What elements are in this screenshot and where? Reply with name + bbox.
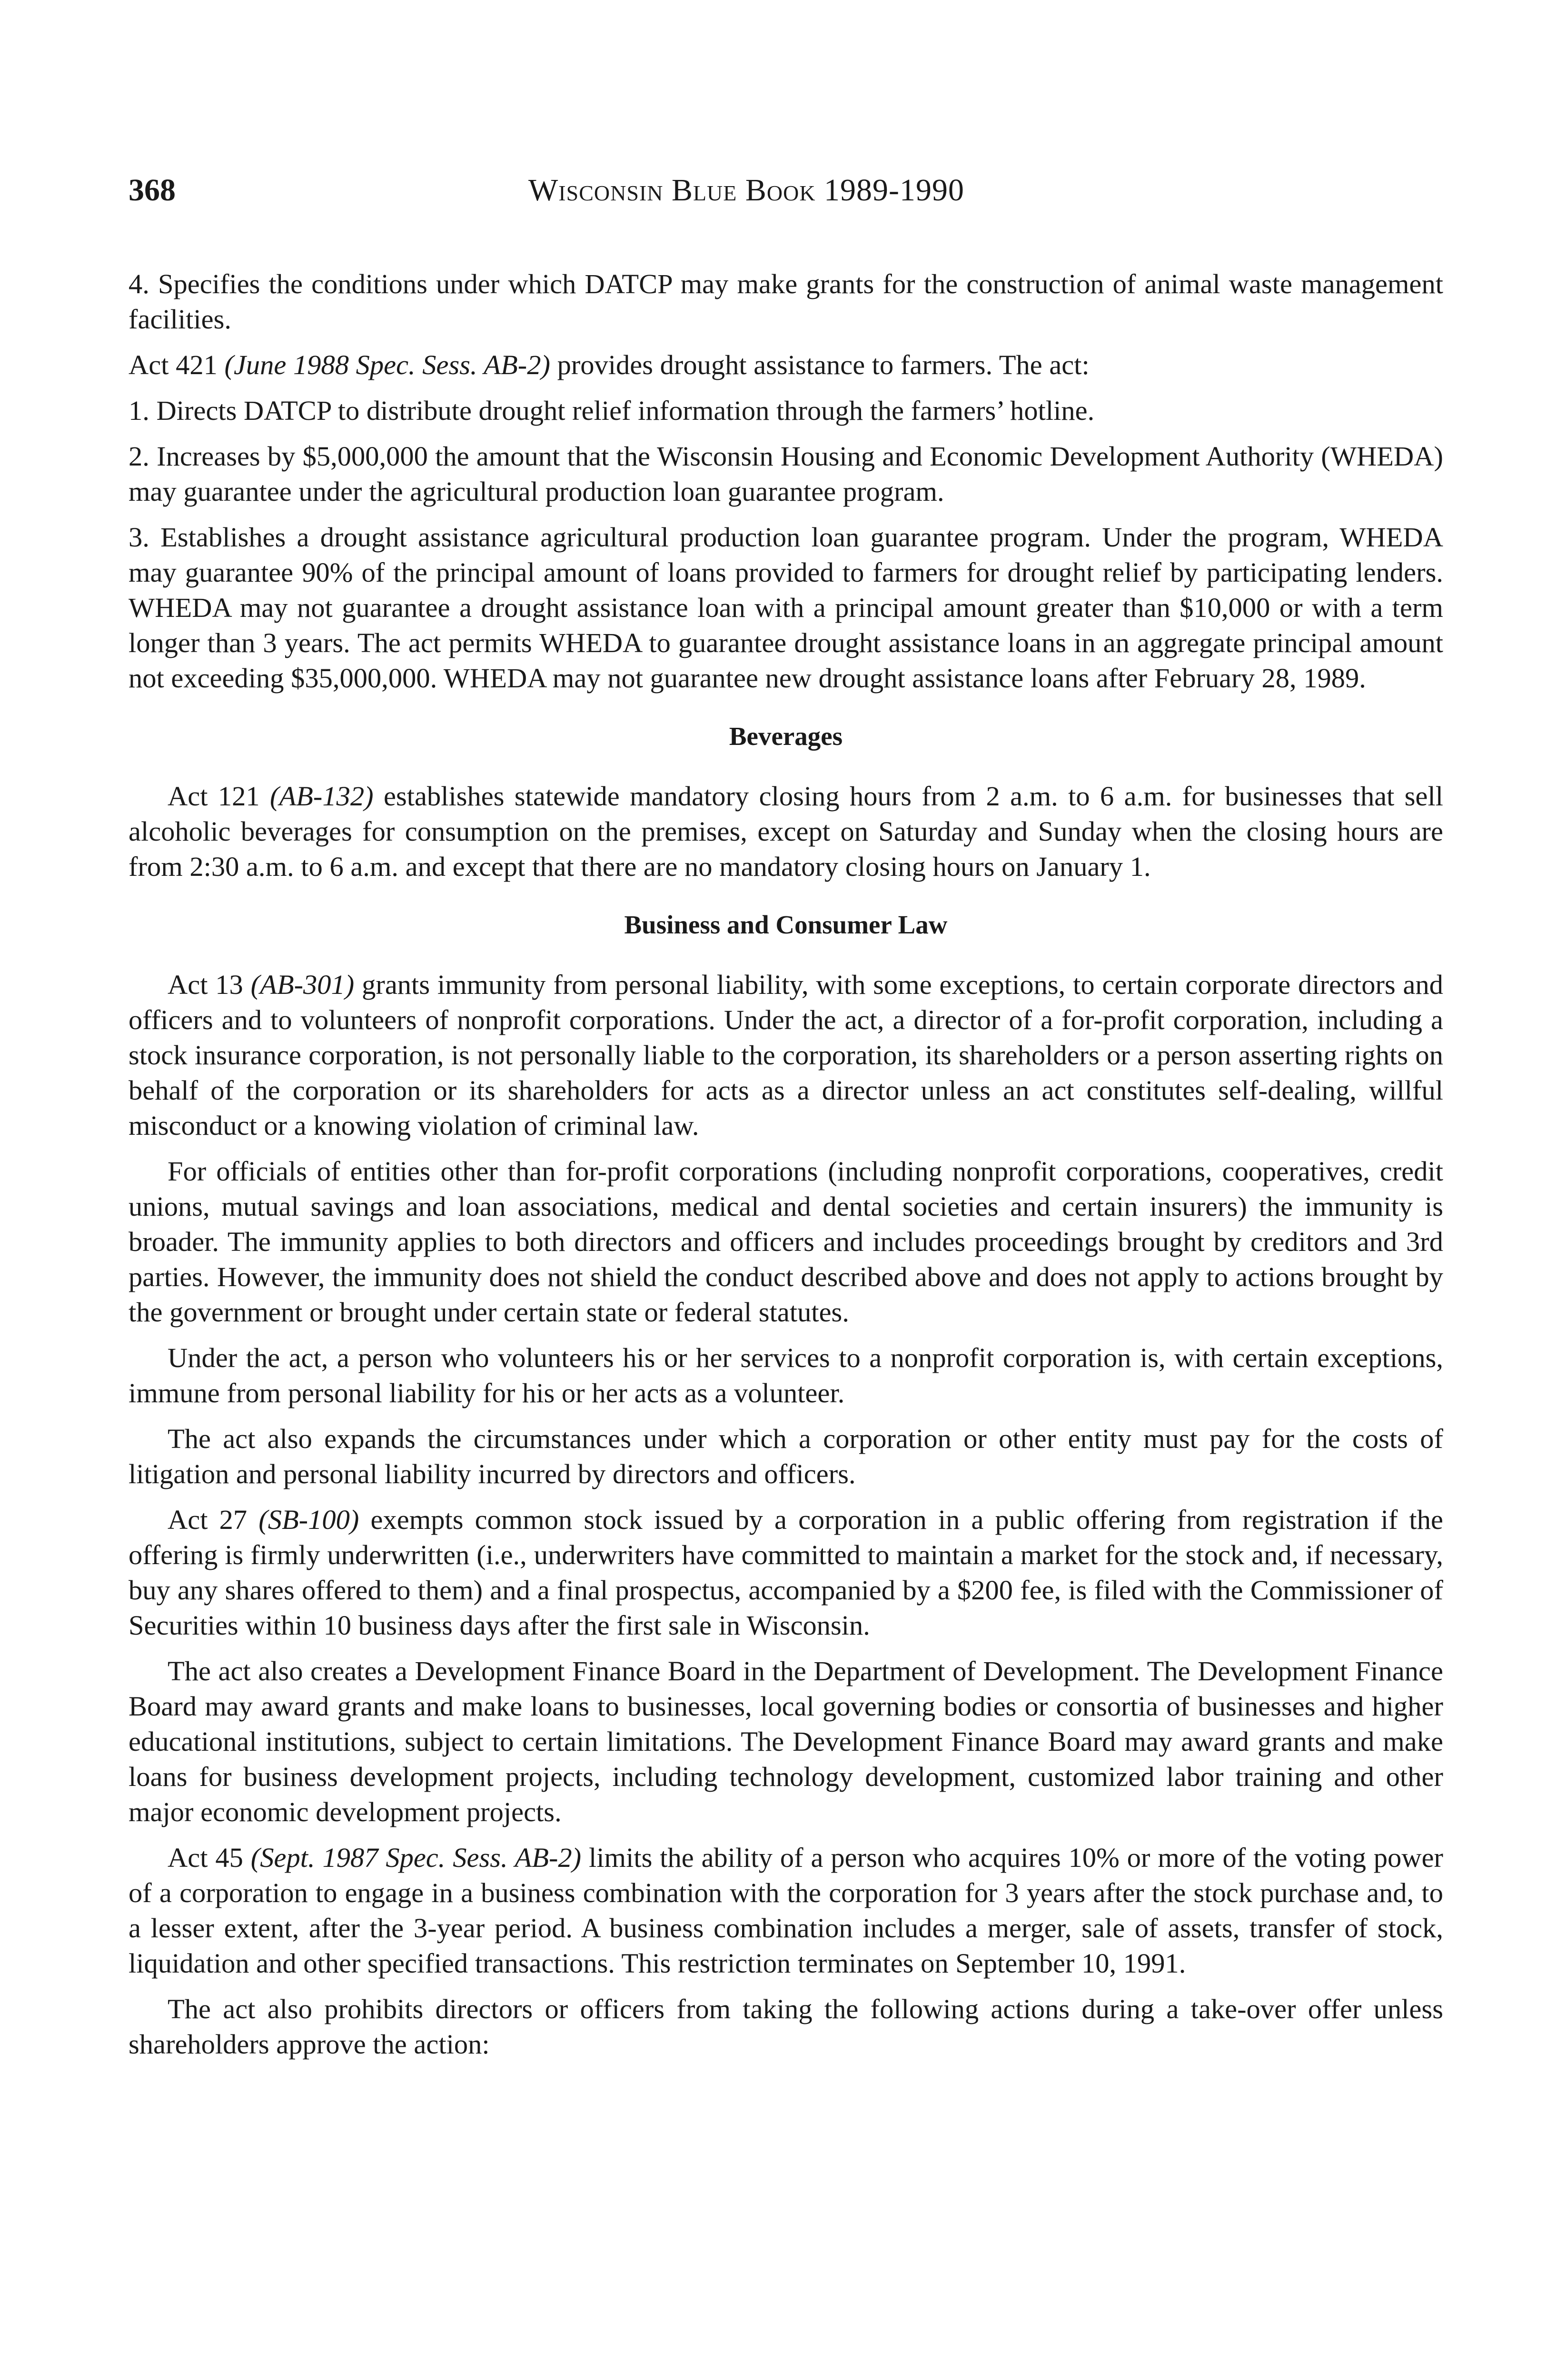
list-item: 2. Increases by $5,000,000 the amount that the Wisconsin Housing and Economic Development Authority (WHEDA) may guarantee under the agricultural production loan guarantee program. — [129, 441, 1443, 507]
bill-citation: (June 1988 Spec. Sess. AB-2) — [224, 349, 550, 380]
list-item: 4. Specifies the conditions under which DATCP may make grants for the construction of animal waste management facilities. — [129, 268, 1443, 335]
running-title: Wisconsin Blue Book 1989-1990 — [528, 173, 965, 208]
bill-citation: (SB-100) — [258, 1504, 359, 1535]
bill-citation: (AB-132) — [269, 781, 374, 812]
paragraph: Under the act, a person who volunteers his or her services to a nonprofit corporation is, with certain exceptions, immune from personal liability for his or her acts as a volunteer. — [129, 1342, 1443, 1408]
bill-citation: (Sept. 1987 Spec. Sess. AB-2) — [250, 1842, 582, 1873]
paragraph-text: exempts common stock issued by a corporation in a public offering from registration if the offering is firmly underwritten (i.e., underwriters have committed to maintain a market for the stock and, if necessary, buy any shares offered to them) and a final prospectus, accompanied by a $200 fee, is filed with the Commissioner of Securities within 10 business days after the first sale in Wisconsin. — [129, 1504, 1444, 1641]
act-paragraph — [129, 967, 1443, 1143]
page-number: 368 — [129, 173, 176, 208]
act-number: Act 13 — [168, 969, 243, 1000]
act-number: Act 421 — [129, 349, 218, 380]
bill-citation: (AB-301) — [250, 969, 355, 1000]
page-body — [129, 267, 1443, 2073]
list-item: 1. Directs DATCP to distribute drought relief information through the farmers’ hotline. — [129, 395, 1095, 426]
act-paragraph — [129, 1840, 1443, 1981]
paragraph-text: establishes statewide mandatory closing hours from 2 a.m. to 6 a.m. for businesses that sell alcoholic beverages for consumption on the premises, except on Saturday and Sunday when the closing hours are from 2:30 a.m. to 6 a.m. and except that there are no mandatory closing hours on January 1. — [129, 781, 1444, 882]
act-number: Act 121 — [168, 781, 260, 812]
act-paragraph — [129, 347, 1443, 383]
paragraph: The act also creates a Development Finance Board in the Department of Development. The Development Finance Board may award grants and make loans to businesses, local governing bodies or consortia of businesses and higher educational institutions, subject to certain limitations. The Development Finance Board may award grants and make loans for business development projects, including technology development, customized labor training and other major economic development projects. — [129, 1656, 1443, 1827]
act-paragraph — [129, 779, 1443, 884]
paragraph: The act also prohibits directors or officers from taking the following actions during a take-over offer unless shareholders approve the action: — [129, 1993, 1443, 2060]
paragraph-text: provides drought assistance to farmers. The act: — [550, 349, 1090, 380]
paragraph: The act also expands the circumstances under which a corporation or other entity must pay for the costs of litigation and personal liability incurred by directors and officers. — [129, 1423, 1443, 1489]
section-heading: Business and Consumer Law — [624, 910, 948, 939]
paragraph-text: grants immunity from personal liability, with some exceptions, to certain corporate directors and officers and to volunteers of nonprofit corporations. Under the act, a director of a for-profit corporation, including a stock insurance corporation, is not personally liable to the corporation, its shareholders or a person asserting rights on behalf of the corporation or its shareholders for acts as a director unless an act constitutes self-dealing, willful misconduct or a knowing violation of criminal law. — [129, 969, 1444, 1141]
section-heading: Beverages — [729, 722, 843, 751]
act-number: Act 27 — [168, 1504, 248, 1535]
page-header — [129, 172, 1443, 215]
paragraph-text: limits the ability of a person who acquires 10% or more of the voting power of a corporation to engage in a business combination with the corporation for 3 years after the stock purchase and, to a lesser extent, after the 3-year period. A business combination includes a merger, sale of assets, transfer of stock, liquidation and other specified transactions. This restriction terminates on September 10, 1991. — [129, 1842, 1444, 1979]
paragraph: For officials of entities other than for-profit corporations (including nonprofit corporations, cooperatives, credit unions, mutual savings and loan associations, medical and dental societies and certain insurers) the immunity is broader. The immunity applies to both directors and officers and includes proceedings brought by creditors and 3rd parties. However, the immunity does not shield the conduct described above and does not apply to actions brought by the government or brought under certain state or federal statutes. — [129, 1156, 1443, 1328]
act-number: Act 45 — [168, 1842, 243, 1873]
act-paragraph — [129, 1502, 1443, 1643]
list-item: 3. Establishes a drought assistance agricultural production loan guarantee program. Under the program, WHEDA may guarantee 90% of the principal amount of loans provided to farmers for drought relief by participating lenders. WHEDA may not guarantee a drought assistance loan with a principal amount greater than $10,000 or with a term longer than 3 years. The act permits WHEDA to guarantee drought assistance loans in an aggregate principal amount not exceeding $35,000,000. WHEDA may not guarantee new drought assistance loans after February 28, 1989. — [129, 522, 1443, 694]
